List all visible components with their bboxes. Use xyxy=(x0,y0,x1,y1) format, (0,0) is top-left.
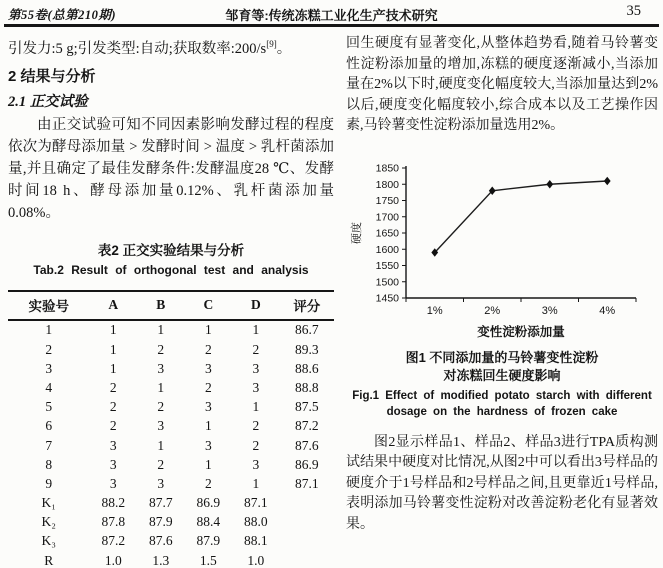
table-cell: 3 xyxy=(252,379,260,395)
table-cell: 2 xyxy=(109,418,117,434)
line-chart-svg xyxy=(346,159,646,349)
orthogonal-table-header-row xyxy=(8,291,334,320)
figure-caption-en-line2: dosage on the hardness of frozen cake xyxy=(386,405,618,418)
svg-text:2%: 2% xyxy=(484,304,501,317)
citation-superscript: [9] xyxy=(266,39,277,49)
table-header-cell: D xyxy=(232,291,280,320)
figure-caption-en-line1: Fig.1 Effect of modified potato starch with different xyxy=(352,389,652,402)
table-header-cell: C xyxy=(185,291,233,320)
table-cell: 2 xyxy=(157,456,165,472)
table-cell: 88.6 xyxy=(295,360,319,376)
svg-text:1650: 1650 xyxy=(375,227,399,240)
table-cell: 4 xyxy=(45,379,53,395)
svg-text:1500: 1500 xyxy=(375,275,399,288)
table-cell: 1 xyxy=(252,322,260,338)
table-cell: 87.2 xyxy=(295,418,319,434)
table-cell: 88.4 xyxy=(196,514,221,530)
table-cell: 9 xyxy=(45,475,53,491)
table-cell xyxy=(280,532,334,551)
table-cell: 87.1 xyxy=(295,475,319,491)
running-title xyxy=(0,5,663,24)
table-cell: 1.5 xyxy=(199,552,217,568)
svg-text:变性淀粉添加量: 变性淀粉添加量 xyxy=(477,324,565,339)
table-cell: 1 xyxy=(109,322,117,338)
table-cell: 2 xyxy=(252,341,260,357)
table-cell: 3 xyxy=(109,475,117,491)
table-cell: 87.7 xyxy=(148,495,173,511)
table-cell: R xyxy=(44,552,54,568)
table-cell: 3 xyxy=(204,437,212,453)
journal-volume-text: 第55卷(总第210期) xyxy=(8,8,117,22)
svg-text:1700: 1700 xyxy=(375,210,399,223)
table-cell: 3 xyxy=(45,360,53,376)
svg-text:1450: 1450 xyxy=(375,292,399,305)
table-cell: 87.2 xyxy=(101,533,126,549)
table-cell: 86.7 xyxy=(295,322,319,338)
table-cell: 87.6 xyxy=(148,533,173,549)
paragraph-orthogonal-result: 由正交试验可知不同因素影响发酵过程的程度依次为酵母添加量 > 发酵时间 > 温度 > 乳杆菌添加量,并且确定了最佳发酵条件:发酵温度28 ℃、发酵时间18 h、酵母添加量0.12%、乳杆菌添加量0.08%。 xyxy=(8,116,334,221)
svg-text:1550: 1550 xyxy=(375,259,399,272)
table-cell: 2 xyxy=(157,341,165,357)
table-cell: 3 xyxy=(157,475,165,491)
table-cell: 1 xyxy=(157,437,165,453)
table-header-cell: A xyxy=(90,291,138,320)
table-cell: 2 xyxy=(157,399,165,415)
table-cell: 87.8 xyxy=(101,514,126,530)
table-cell: K₂ xyxy=(41,514,56,530)
svg-text:3%: 3% xyxy=(541,304,558,317)
paragraph-hardness-discussion: 回生硬度有显著变化,从整体趋势看,随着马铃薯变性淀粉添加量的增加,冻糕的硬度逐渐减小,当添加量在2%以下时,硬度变化幅度较大,当添加量达到2%以后,硬度变化幅度较小,综合成本以及工艺操作因素,马铃薯变性淀粉添加量选用2%。 xyxy=(346,36,658,133)
svg-text:1600: 1600 xyxy=(375,243,399,256)
header-rule xyxy=(4,24,659,27)
table-cell: 87.6 xyxy=(295,437,319,453)
table-cell: 1 xyxy=(109,341,117,357)
table-row xyxy=(8,494,334,513)
table-cell: 86.9 xyxy=(295,456,319,472)
table-cell: 3 xyxy=(109,437,117,453)
table-cell: 88.0 xyxy=(244,514,268,530)
table-cell: 87.9 xyxy=(148,514,173,530)
table-cell: 1 xyxy=(204,456,212,472)
right-column xyxy=(346,34,658,535)
table-cell: 2 xyxy=(252,418,260,434)
table-row xyxy=(8,378,334,397)
table-cell: 87.9 xyxy=(196,533,221,549)
table-cell: 89.3 xyxy=(295,341,319,357)
table-cell: 3 xyxy=(252,360,260,376)
table-row xyxy=(8,417,334,436)
figure-caption-zh-line2: 对冻糕回生硬度影响 xyxy=(443,367,561,383)
table-caption-zh: 表2 正交实验结果与分析 xyxy=(97,242,245,258)
table-row xyxy=(8,551,334,568)
table-cell: 1 xyxy=(157,322,165,338)
orthogonal-table-body xyxy=(8,320,334,568)
table-row xyxy=(8,474,334,493)
table-cell: 3 xyxy=(109,456,117,472)
table-cell xyxy=(280,513,334,532)
table-row xyxy=(8,513,334,532)
parameters-period: 。 xyxy=(276,40,292,57)
table-row xyxy=(8,320,334,340)
parameters-text: 引发力:5 g;引发类型:自动;获取数率:200/s xyxy=(8,40,267,57)
table-caption-en: Tab.2 Result of orthogonal test and analysis xyxy=(33,262,309,277)
table-cell: 88.8 xyxy=(295,379,319,395)
table-cell: 1 xyxy=(157,379,165,395)
table-cell: 1 xyxy=(109,360,117,376)
section-heading-2: 2 结果与分析 xyxy=(8,67,96,85)
table-cell: 2 xyxy=(109,379,117,395)
page-number-text: 35 xyxy=(626,3,641,19)
svg-text:4%: 4% xyxy=(599,304,616,317)
table-cell: 2 xyxy=(109,399,117,415)
table-cell xyxy=(280,494,334,513)
table-cell: 88.2 xyxy=(101,495,126,511)
figure1-chart xyxy=(346,159,658,349)
table-cell: K₃ xyxy=(41,533,56,549)
table-row xyxy=(8,398,334,417)
table-cell: 87.1 xyxy=(244,495,268,511)
table-cell: 3 xyxy=(252,456,260,472)
table-cell: 3 xyxy=(157,360,165,376)
table-cell: K₁ xyxy=(41,495,56,511)
table-cell: 6 xyxy=(45,418,53,434)
table-cell: 2 xyxy=(45,341,53,357)
table-header-cell: 实验号 xyxy=(8,291,90,320)
table-header-cell: 评分 xyxy=(280,291,334,320)
table-cell: 1.0 xyxy=(247,552,265,568)
table-row xyxy=(8,436,334,455)
svg-text:硬度: 硬度 xyxy=(351,221,363,244)
left-column xyxy=(8,34,334,568)
page-number xyxy=(627,3,642,20)
table-cell: 3 xyxy=(204,360,212,376)
svg-text:1800: 1800 xyxy=(375,178,399,191)
table-cell: 87.5 xyxy=(295,399,319,415)
table-cell xyxy=(280,551,334,568)
table-row xyxy=(8,532,334,551)
table-cell: 1 xyxy=(252,399,260,415)
subsection-heading-2-1: 2.1 正交试验 xyxy=(8,93,88,110)
table-cell: 5 xyxy=(45,399,53,415)
table-cell: 3 xyxy=(204,399,212,415)
table-header-cell: B xyxy=(137,291,185,320)
table-cell: 1.3 xyxy=(152,552,170,568)
table-row xyxy=(8,455,334,474)
svg-text:1%: 1% xyxy=(426,304,443,317)
table-cell: 7 xyxy=(45,437,53,453)
table-cell: 1 xyxy=(252,475,260,491)
table-cell: 86.9 xyxy=(196,495,221,511)
table-cell: 3 xyxy=(157,418,165,434)
table-row xyxy=(8,340,334,359)
table-cell: 2 xyxy=(252,437,260,453)
table-cell: 1 xyxy=(204,418,212,434)
table-cell: 1 xyxy=(204,322,212,338)
table-cell: 2 xyxy=(204,475,212,491)
paragraph-tpa-discussion: 图2显示样品1、样品2、样品3进行TPA质构测试结果中硬度对比情况,从图2中可以看出3号样品的硬度介于1号样品和2号样品之间,且更靠近1号样品,表明添加马铃薯变性淀粉对改善淀粉老化有显著效果。 xyxy=(346,434,658,532)
svg-text:1850: 1850 xyxy=(375,162,399,175)
orthogonal-table xyxy=(8,290,334,568)
table-cell: 2 xyxy=(204,379,212,395)
svg-text:1750: 1750 xyxy=(375,194,399,207)
table-cell: 2 xyxy=(204,341,212,357)
table-row xyxy=(8,359,334,378)
figure-caption-zh-line1: 图1 不同添加量的马铃薯变性淀粉 xyxy=(405,349,599,365)
paragraph-parameters xyxy=(8,34,334,60)
table-cell: 88.1 xyxy=(244,533,268,549)
running-title-text: 邹育等:传统冻糕工业化生产技术研究 xyxy=(225,8,438,23)
table-cell: 1 xyxy=(45,322,53,338)
table-cell: 1.0 xyxy=(104,552,122,568)
table-cell: 8 xyxy=(45,456,53,472)
